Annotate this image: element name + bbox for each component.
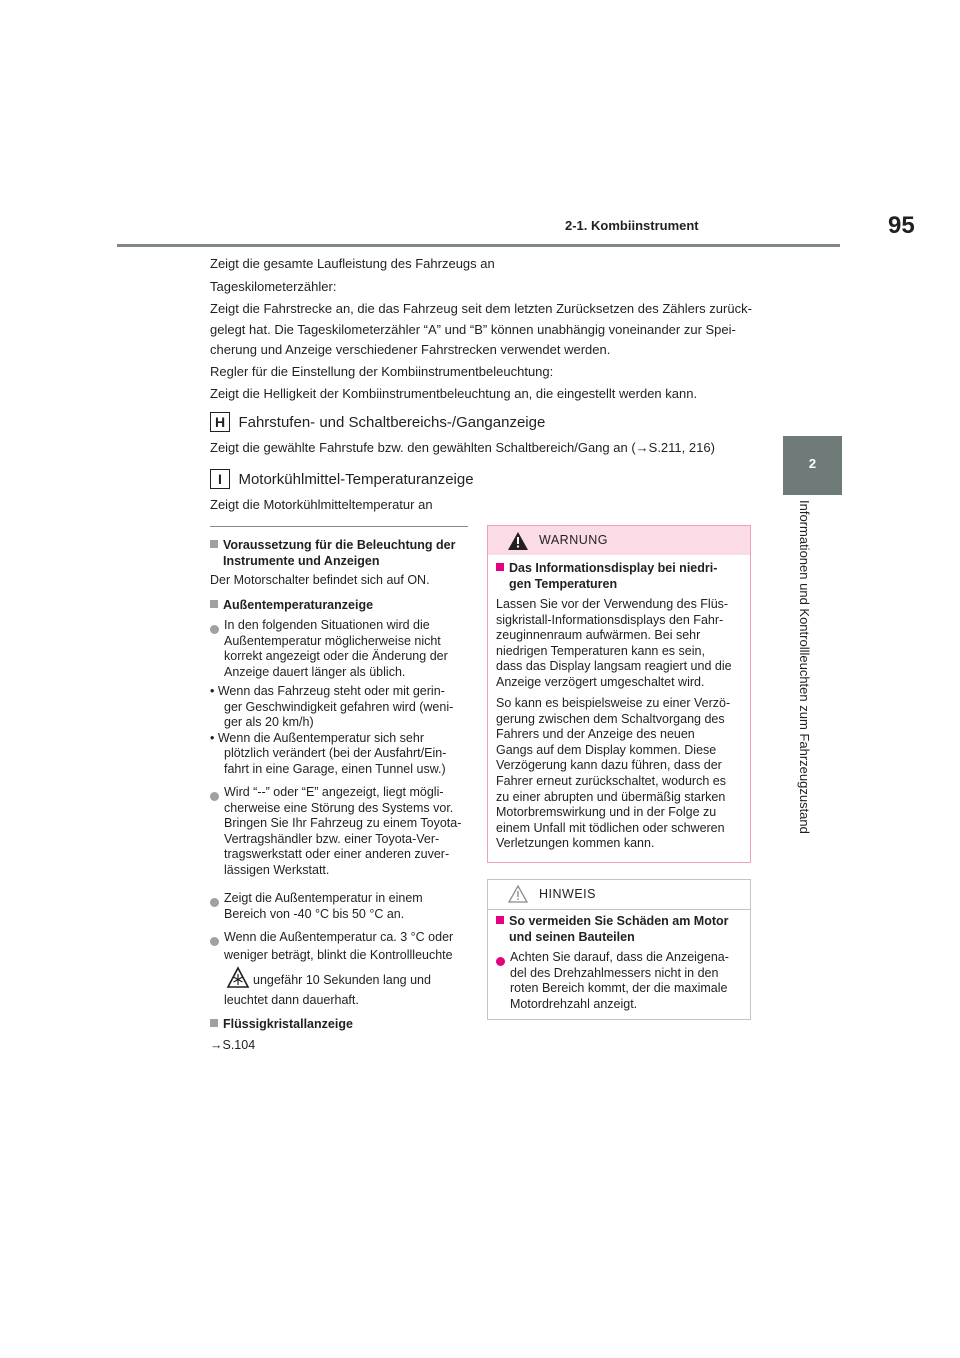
subhead-outside-temp: [210, 598, 373, 614]
text-line: So kann es beispielsweise zu einer Verzö-: [496, 696, 731, 710]
warning-subhead: [496, 561, 746, 592]
subhead-line: Das Informationsdisplay bei niedri-: [509, 561, 718, 575]
intro-line: gelegt hat. Die Tageskilometerzähler “A” und “B” können unabhängig voneinander zur Spei-: [210, 322, 736, 337]
text-line: Achten Sie darauf, dass die Anzeigena-: [510, 950, 729, 964]
bullet-text: [224, 618, 448, 680]
text-line: gerung zwischen dem Schaltvorgang des: [496, 711, 725, 726]
page-reference: →S.104: [210, 1038, 256, 1052]
text-line: weniger beträgt, blinkt die Kontrollleuchte: [224, 947, 453, 962]
text-line: roten Bereich kommt, der die maximale: [510, 981, 728, 996]
square-bullet-icon: [210, 600, 218, 608]
subhead-lcd: [210, 1017, 353, 1033]
text-line: Verletzungen kommen kann.: [496, 836, 655, 851]
text-line: Bereich von -40 °C bis 50 °C an.: [224, 906, 405, 921]
text-line: Verzögerung kann dazu führen, dass der: [496, 758, 722, 773]
section-marker-h: H: [210, 412, 230, 432]
text-line: ungefähr 10 Sekunden lang und: [253, 973, 431, 987]
text-line: leuchtet dann dauerhaft.: [224, 993, 359, 1007]
text-line: cherweise eine Störung des Systems vor.: [224, 800, 454, 815]
subhead-line: Instrumente und Anzeigen: [223, 553, 380, 568]
header-rule: [117, 244, 840, 247]
section-h-desc: Zeigt die gewählte Fahrstufe bzw. den gewählten Schaltbereich/Gang an (→S.211, 216): [210, 440, 715, 455]
bullet-text: [224, 930, 453, 963]
subhead-line: Voraussetzung für die Beleuchtung der: [223, 538, 456, 552]
bullet-text: [224, 891, 423, 922]
text-line: Motorbremswirkung und in der Folge zu: [496, 805, 717, 820]
intro-line: Zeigt die gesamte Laufleistung des Fahrzeugs an: [210, 256, 495, 271]
text-line: sigkristall-Informationsdisplays den Fahr-: [496, 612, 724, 627]
text-line: dass das Display langsam reagiert und die: [496, 659, 732, 674]
text-line: del des Drehzahlmessers nicht in den: [510, 965, 719, 980]
text-line: Außentemperatur möglicherweise nicht: [224, 633, 441, 648]
intro-line: cherung und Anzeige verschiedener Fahrstrecken verwendet werden.: [210, 342, 611, 357]
chapter-tab-number: 2: [808, 456, 817, 471]
intro-line: Zeigt die Fahrstrecke an, die das Fahrzeug seit dem letzten Zurücksetzen des Zählers zurück-: [210, 301, 752, 316]
bullet-text: [224, 785, 461, 879]
intro-line: Zeigt die Helligkeit der Kombiinstrumentbeleuchtung an, die eingestellt werden kann.: [210, 386, 698, 401]
text-line: Fahrers und der Anzeige des neuen: [496, 727, 695, 742]
text-line: Lassen Sie vor der Verwendung des Flüs-: [496, 597, 729, 611]
text-line: lässigen Werkstatt.: [224, 862, 330, 877]
subhead-line: Außentemperaturanzeige: [223, 598, 374, 612]
section-h-heading: [210, 412, 545, 432]
square-bullet-icon: [496, 563, 504, 571]
caution-triangle-icon: [508, 885, 528, 903]
square-bullet-icon: [210, 540, 218, 548]
section-h-title: Fahrstufen- und Schaltbereichs-/Ganganzeige: [238, 414, 546, 431]
text-line: Wenn die Außentemperatur ca. 3 °C oder: [224, 930, 454, 944]
subhead-line: Flüssigkristallanzeige: [223, 1017, 353, 1031]
round-bullet-icon: [210, 895, 219, 913]
note-label: HINWEIS: [539, 887, 596, 901]
section-i-heading: [210, 469, 474, 489]
warning-label: WARNUNG: [539, 533, 609, 547]
text-line: Anzeige verzögert umgeschaltet wird.: [496, 674, 705, 689]
text-line: korrekt angezeigt oder die Änderung der: [224, 649, 448, 664]
chapter-title-vertical: Informationen und Kontrollleuchten zum Fahrzeugzustand: [797, 500, 812, 834]
note-bullet-text: [510, 950, 729, 1012]
text-line: • Wenn das Fahrzeug steht oder mit gerin-: [210, 684, 445, 698]
warning-paragraph: [496, 597, 732, 691]
page-number: 95: [888, 212, 915, 239]
section-title: 2-1. Kombiinstrument: [565, 218, 699, 233]
ice-warning-icon: [226, 966, 250, 990]
subhead-line: gen Temperaturen: [509, 576, 618, 591]
paragraph: Der Motorschalter befindet sich auf ON.: [210, 573, 430, 587]
text-line: Zeigt die Außentemperatur in einem: [224, 891, 423, 905]
column-rule: [210, 526, 468, 527]
note-subhead: [496, 914, 746, 945]
text-line: Wird “--” oder “E” angezeigt, liegt mögli-: [224, 785, 444, 799]
intro-line: Tageskilometerzähler:: [210, 279, 337, 294]
round-bullet-icon: [210, 789, 219, 807]
text-line: Motordrehzahl anzeigt.: [510, 996, 638, 1011]
text-line: • Wenn die Außentemperatur sich sehr: [210, 730, 424, 745]
square-bullet-icon: [210, 1019, 218, 1027]
warning-paragraph: [496, 696, 730, 852]
subhead-lighting: [210, 538, 475, 569]
text-line: Anzeige dauert länger als üblich.: [224, 664, 406, 679]
warning-triangle-icon: [508, 532, 528, 550]
text-line: einem Unfall mit tödlichen oder schweren: [496, 820, 725, 835]
round-bullet-icon: [210, 934, 219, 952]
subhead-line: So vermeiden Sie Schäden am Motor: [509, 914, 729, 928]
subhead-line: und seinen Bauteilen: [509, 929, 635, 944]
text-line: Gangs auf dem Display kommen. Diese: [496, 742, 717, 757]
section-marker-i: I: [210, 469, 230, 489]
section-i-title: Motorkühlmittel-Temperaturanzeige: [238, 471, 474, 488]
text-line: plötzlich verändert (bei der Ausfahrt/Ein-: [224, 746, 447, 761]
text-line: ger als 20 km/h): [224, 715, 314, 730]
text-line: Bringen Sie Ihr Fahrzeug zu einem Toyota-: [224, 816, 462, 831]
text-line: zu einer abrupten und übermäßig starken: [496, 789, 726, 804]
text-line: tragswerkstatt oder einer anderen zuver-: [224, 847, 450, 862]
sub-bullet-text: [210, 684, 453, 778]
text-line: zeuginnenraum aufwärmen. Bei sehr: [496, 628, 701, 643]
text-line: In den folgenden Situationen wird die: [224, 618, 430, 632]
text-line: Fahrer erneut zurückschaltet, wodurch es: [496, 773, 726, 788]
text-line: fahrt in eine Garage, einen Tunnel usw.): [224, 761, 446, 776]
intro-line: Regler für die Einstellung der Kombiinstrumentbeleuchtung:: [210, 364, 554, 379]
section-i-desc: Zeigt die Motorkühlmitteltemperatur an: [210, 497, 433, 512]
square-bullet-icon: [496, 916, 504, 924]
text-line: ger Geschwindigkeit gefahren wird (weni-: [224, 699, 454, 714]
round-bullet-icon: [210, 622, 219, 640]
text-line: Vertragshändler bzw. einer Toyota-Ver-: [224, 831, 440, 846]
round-bullet-icon: [496, 954, 505, 972]
text-line: niedrigen Temperaturen kann es sein,: [496, 643, 705, 658]
